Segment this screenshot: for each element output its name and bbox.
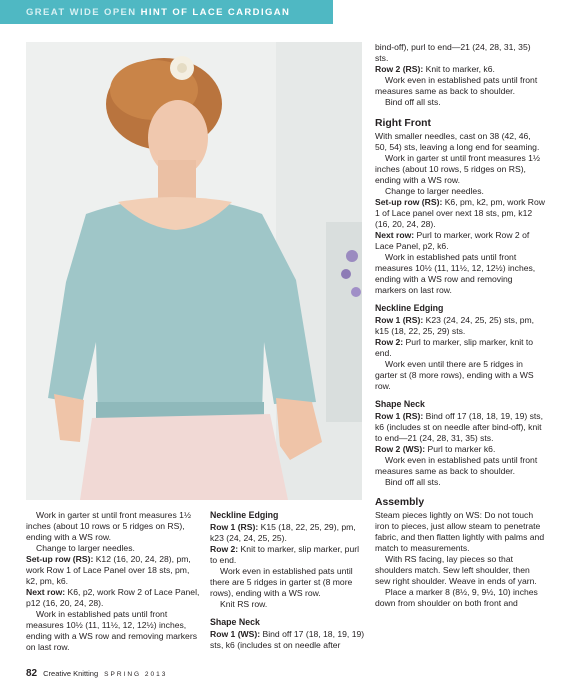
paragraph: Work even in established pats until front measures same as back to shoulder.	[375, 75, 538, 96]
row-label: Row 1 (RS):	[210, 522, 259, 532]
instruction	[210, 544, 368, 566]
row-label: Next row:	[26, 587, 66, 597]
instruction	[375, 315, 545, 337]
text-column-3	[375, 42, 545, 609]
paragraph: Change to larger needles.	[36, 543, 135, 553]
section-heading: Right Front	[375, 118, 431, 129]
paragraph: With smaller needles, cast on 38 (42, 46, 50, 54) sts, leaving a long end for seaming.	[375, 131, 540, 152]
instruction	[26, 587, 200, 609]
row-text: Knit to marker, k6.	[423, 64, 495, 74]
header-banner	[0, 0, 333, 24]
instruction	[375, 337, 545, 359]
row-text: Bind off 17 (18, 18, 19, 19) sts, k6 (includes st on needle after bind-off), knit to end—21 (24, 28, 31, 35) sts.	[375, 411, 543, 443]
row-text: K23 (24, 24, 25, 25) sts, pm, k15 (18, 22, 25, 29) sts.	[375, 315, 535, 336]
paragraph: Change to larger needles.	[385, 186, 484, 196]
instruction	[375, 411, 545, 444]
instruction	[375, 197, 545, 230]
paragraph: bind-off), purl to end—21 (24, 28, 31, 35) sts.	[375, 42, 531, 63]
row-text: Purl to marker k6.	[425, 444, 496, 454]
section-heading: Shape Neck	[375, 399, 425, 409]
paragraph: Work in established pats until front measures 10½ (11, 11½, 12, 12½) inches, ending with a WS row and removing markers on last row.	[26, 609, 197, 652]
page-number: 82	[26, 668, 38, 679]
row-label: Row 1 (RS):	[375, 411, 424, 421]
paragraph: Knit RS row.	[220, 599, 268, 609]
row-label: Set-up row (RS):	[26, 554, 94, 564]
series-title: GREAT WIDE OPEN	[26, 6, 137, 18]
row-text: Knit to marker, slip marker, purl to end.	[210, 544, 359, 565]
paragraph: Work in garter st until front measures 1½ inches (about 10 rows, 5 ridges on RS), ending with a WS row.	[375, 153, 541, 185]
instruction	[375, 230, 545, 252]
section-heading: Neckline Edging	[375, 303, 444, 313]
row-label: Row 1 (WS):	[210, 629, 261, 639]
instruction	[210, 522, 368, 544]
paragraph: With RS facing, lay pieces so that shoulders match. Sew left shoulder, then sew right shoulder. Weave in ends of yarn.	[375, 554, 537, 586]
paragraph: Steam pieces lightly on WS: Do not touch iron to pieces, just allow steam to penetrate fabric, and then flatten lightly with palms and match to measurements.	[375, 510, 545, 553]
magazine-name: Creative Knitting	[43, 669, 99, 678]
row-text: K12 (16, 20, 24, 28), pm, work Row 1 of Lace Panel over 18 sts, pm, k2, pm, k6.	[26, 554, 191, 586]
paragraph: Work even in established pats until there are 5 ridges in garter st (8 more rows), ending with a WS row.	[210, 566, 353, 598]
row-label: Set-up row (RS):	[375, 197, 443, 207]
paragraph: Bind off all sts.	[385, 477, 441, 487]
paragraph: Place a marker 8 (8½, 9, 9½, 10) inches down from shoulder on both front and	[375, 587, 538, 608]
row-label: Next row:	[375, 230, 415, 240]
row-text: Bind off 17 (18, 18, 19, 19) sts, k6 (includes st on needle after	[210, 629, 365, 650]
paragraph: Work in garter st until front measures 1½ inches (about 10 rows or 5 ridges on RS), ending with a WS row.	[26, 510, 192, 542]
row-label: Row 2:	[210, 544, 239, 554]
row-text: K6, p2, work Row 2 of Lace Panel, p12 (16, 20, 24, 28).	[26, 587, 200, 608]
paragraph: Work in established pats until front measures 10½ (11, 11½, 12, 12½) inches, ending with a WS row and removing markers on last row.	[375, 252, 536, 295]
paragraph: Work even until there are 5 ridges in garter st (8 more rows), ending with a WS row.	[375, 359, 534, 391]
row-label: Row 2 (RS):	[375, 64, 424, 74]
model-illustration	[26, 42, 362, 500]
section-heading: Neckline Edging	[210, 510, 279, 520]
instruction	[26, 554, 200, 587]
issue-season: SPRING 2013	[104, 671, 168, 678]
row-text: K6, pm, k2, pm, work Row 1 of Lace panel over next 18 sts, pm, k12 (16, 20, 24, 28).	[375, 197, 545, 229]
row-text: K15 (18, 22, 25, 29), pm, k23 (24, 24, 25, 25).	[210, 522, 356, 543]
text-column-1	[26, 510, 200, 653]
instruction	[375, 444, 545, 455]
row-label: Row 2:	[375, 337, 404, 347]
row-label: Row 2 (WS):	[375, 444, 426, 454]
row-text: Purl to marker, work Row 2 of Lace Panel, p2, k6.	[375, 230, 530, 251]
instruction	[210, 629, 368, 651]
paragraph: Bind off all sts.	[385, 97, 441, 107]
instruction	[375, 64, 545, 75]
paragraph: Work even in established pats until front measures same as back to shoulder.	[375, 455, 538, 476]
text-column-2	[210, 510, 368, 651]
row-label: Row 1 (RS):	[375, 315, 424, 325]
row-text: Purl to marker, slip marker, knit to end.	[375, 337, 534, 358]
section-heading: Shape Neck	[210, 617, 260, 627]
page-footer	[26, 668, 167, 679]
pattern-title: HINT OF LACE CARDIGAN	[140, 6, 291, 18]
cardigan-photo	[26, 42, 362, 500]
section-heading: Assembly	[375, 497, 425, 508]
